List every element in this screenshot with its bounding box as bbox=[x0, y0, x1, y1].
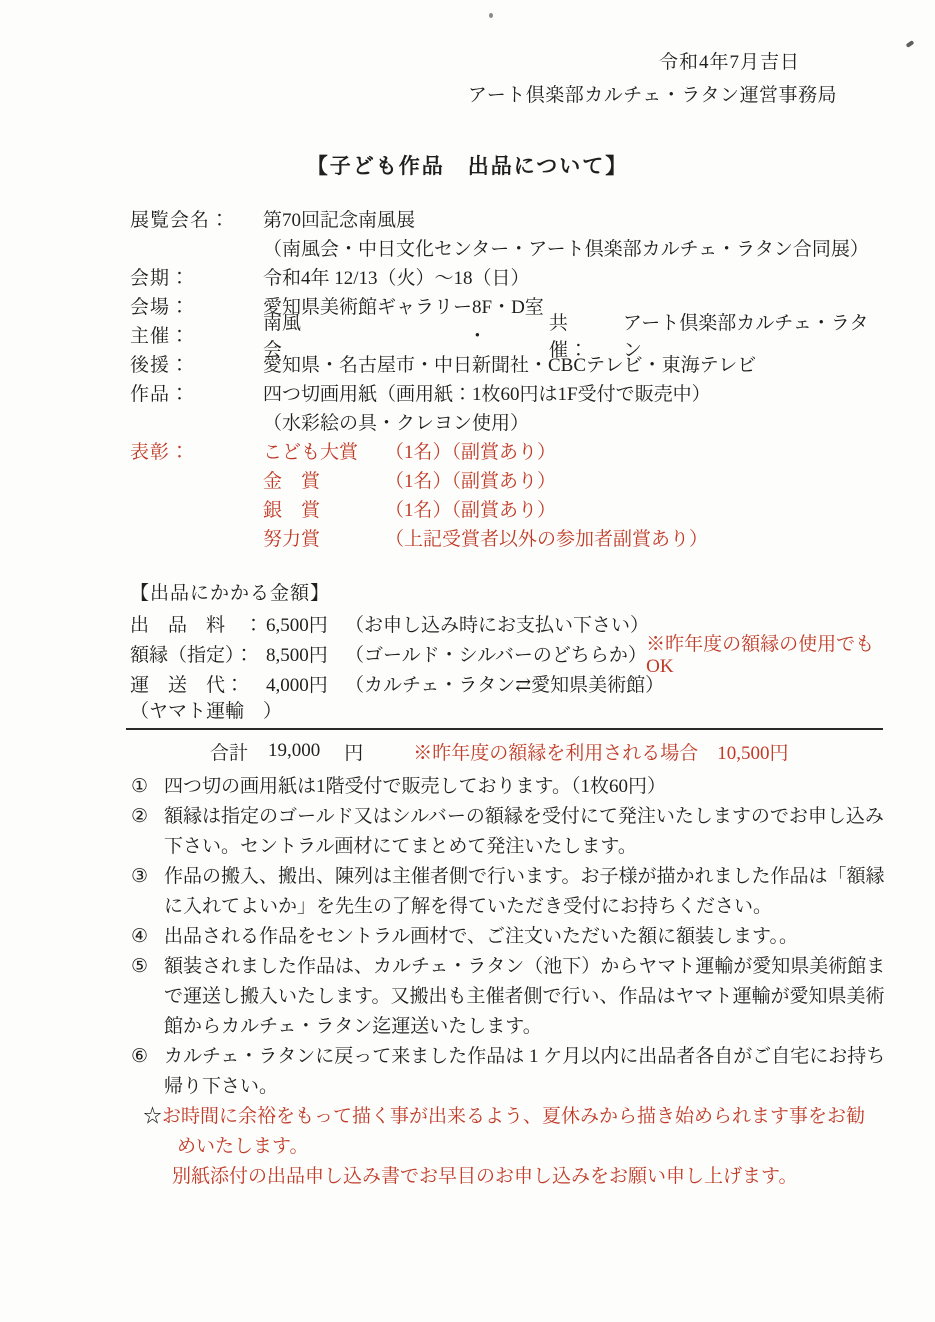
field-value: 四つ切画用紙（画用紙：1枚60円は1F受付で販売中） bbox=[263, 384, 711, 405]
fee-red-note: ※昨年度の額縁の使用でもOK bbox=[646, 633, 875, 677]
field-label: 会期： bbox=[130, 268, 191, 289]
field-value: 令和4年 12/13（火）～18（日） bbox=[263, 268, 530, 289]
note-line: 下さい。セントラル画材にてまとめて発注いたします。 bbox=[164, 836, 637, 857]
fee-note: （ゴールド・シルバーのどちらか） bbox=[345, 644, 647, 666]
award-name: 金 賞 bbox=[263, 471, 321, 492]
note-number: ④ bbox=[131, 926, 149, 947]
page-title: 【子ども作品 出品について】 bbox=[306, 154, 629, 178]
note-number: ⑤ bbox=[131, 956, 149, 977]
office-line: アート倶楽部カルチェ・ラタン運営事務局 bbox=[467, 85, 837, 106]
award-name: 努力賞 bbox=[263, 529, 321, 550]
fee-row-frame bbox=[130, 633, 895, 677]
co-organizer-label: 共催： bbox=[548, 312, 589, 361]
total-red-note: ※昨年度の額縁を利用される場合 10,500円 bbox=[413, 742, 789, 764]
note-text bbox=[164, 1042, 891, 1102]
scan-speck bbox=[906, 40, 915, 48]
note-item-6 bbox=[131, 1042, 891, 1102]
fee-amount: 4,000円 bbox=[266, 674, 328, 696]
note-line: 館からカルチェ・ラタン迄運送いたします。 bbox=[164, 1016, 542, 1037]
note-line: 額装されました作品は、カルチェ・ラタン（池下）からヤマト運輸が愛知県美術館ま bbox=[164, 956, 886, 977]
star-icon: ☆ bbox=[143, 1106, 163, 1127]
field-value: 南風会 bbox=[263, 312, 302, 361]
total-divider-rule bbox=[126, 728, 883, 730]
note-line: で運送し搬入いたします。又搬出も主催者側で行い、作品はヤマト運輸が愛知県美術 bbox=[164, 986, 885, 1007]
fee-label: 出 品 料 ： bbox=[130, 614, 264, 636]
award-detail: （1名）（副賞あり） bbox=[385, 500, 557, 521]
fee-label: 運 送 代： bbox=[130, 674, 245, 696]
field-value: 愛知県美術館ギャラリー8F・D室 bbox=[263, 297, 544, 318]
field-value: 愛知県・名古屋市・中日新聞社・CBCテレビ・東海テレビ bbox=[263, 355, 757, 376]
note-text bbox=[164, 862, 891, 922]
footer-recommendation-line bbox=[131, 1102, 891, 1132]
note-text bbox=[164, 952, 891, 1042]
field-label: 主催： bbox=[130, 326, 191, 347]
fee-note: （カルチェ・ラタン⇄愛知県美術館） bbox=[345, 674, 665, 696]
field-label: 展覧会名： bbox=[130, 210, 231, 231]
award-detail: （1名）（副賞あり） bbox=[385, 471, 557, 492]
field-row-exhibition bbox=[130, 204, 887, 233]
total-unit: 円 bbox=[344, 742, 364, 764]
award-name: こども大賞 bbox=[263, 442, 359, 463]
note-line: に入れてよいか」を先生の了解を得ていただき受付にお持ちください。 bbox=[164, 896, 773, 917]
note-line: 作品の搬入、搬出、陳列は主催者側で行います。お子様が描かれました作品は「額縁 bbox=[164, 866, 885, 887]
field-row-work-sub bbox=[130, 407, 887, 436]
note-item-4 bbox=[131, 922, 891, 952]
fee-note: （お申し込み時にお支払い下さい） bbox=[345, 614, 650, 636]
separator-dot: ・ bbox=[467, 326, 487, 347]
date-line: 令和4年7月吉日 bbox=[658, 52, 800, 73]
note-text bbox=[164, 772, 891, 802]
award-row bbox=[130, 494, 887, 523]
note-text bbox=[164, 802, 891, 862]
total-label: 合計 bbox=[210, 742, 249, 764]
note-line: 出品される作品をセントラル画材で、ご注文いただいた額に額装します。。 bbox=[164, 926, 799, 947]
field-row-work bbox=[130, 378, 887, 407]
co-organizer-value: アート倶楽部カルチェ・ラタン bbox=[622, 312, 869, 361]
field-row-organizer bbox=[130, 312, 887, 361]
note-item-5 bbox=[131, 952, 891, 1042]
award-row bbox=[130, 465, 887, 494]
note-number: ② bbox=[131, 806, 149, 827]
note-item-3 bbox=[131, 862, 891, 922]
fee-amount: 6,500円 bbox=[266, 614, 328, 636]
award-detail: （上記受賞者以外の参加者副賞あり） bbox=[385, 529, 709, 550]
exhibition-fields bbox=[130, 204, 887, 552]
total-row bbox=[130, 736, 895, 766]
note-item-1 bbox=[131, 772, 891, 802]
fee-label: 額縁（指定）： bbox=[130, 644, 254, 666]
field-row-exhibition-sub bbox=[130, 233, 887, 262]
award-detail: （1名）（副賞あり） bbox=[385, 442, 557, 463]
note-number: ① bbox=[131, 776, 149, 797]
fee-amount: 8,500円 bbox=[266, 644, 328, 666]
footer-application-request: 別紙添付の出品申し込み書でお早目のお申し込みをお願い申し上げます。 bbox=[172, 1166, 798, 1187]
scan-speck bbox=[489, 13, 493, 18]
award-row bbox=[130, 436, 887, 465]
field-label: 作品： bbox=[130, 384, 191, 405]
document-header bbox=[468, 52, 837, 107]
field-label: 後援： bbox=[130, 355, 191, 376]
note-number: ③ bbox=[131, 866, 149, 887]
note-item-2 bbox=[131, 802, 891, 862]
field-row-period bbox=[130, 262, 887, 291]
field-value: （南風会・中日文化センター・アート倶楽部カルチェ・ラタン合同展） bbox=[263, 239, 869, 260]
note-line: 四つ切の画用紙は1階受付で販売しております。（1枚60円） bbox=[164, 776, 666, 797]
note-number: ⑥ bbox=[131, 1046, 149, 1067]
note-line: 帰り下さい。 bbox=[164, 1076, 279, 1097]
field-value: （水彩絵の具・クレヨン使用） bbox=[263, 413, 530, 434]
footer-text: お時間に余裕をもって描く事が出来るよう、夏休みから描き始められます事をお勧 bbox=[162, 1106, 866, 1127]
award-row bbox=[130, 523, 887, 552]
note-text bbox=[164, 922, 891, 952]
notes-section bbox=[131, 772, 891, 1192]
award-name: 銀 賞 bbox=[263, 500, 321, 521]
total-amount: 19,000 bbox=[268, 740, 321, 761]
field-label: 会場： bbox=[130, 297, 191, 318]
field-value: 第70回記念南風展 bbox=[263, 210, 416, 231]
note-line: カルチェ・ラタンに戻って来ました作品は 1 ケ月以内に出品者各自がご自宅にお持ち bbox=[164, 1046, 886, 1067]
note-line: 額縁は指定のゴールド又はシルバーの額縁を受付にて発注いたしますのでお申し込み bbox=[164, 806, 884, 827]
awards-label: 表彰： bbox=[130, 442, 191, 463]
fees-section-title: 【出品にかかる金額】 bbox=[130, 583, 331, 604]
fees-section bbox=[130, 575, 895, 766]
carrier-note: （ヤマト運輸 ） bbox=[130, 701, 283, 722]
footer-recommendation-continued: めいたします。 bbox=[177, 1136, 309, 1157]
